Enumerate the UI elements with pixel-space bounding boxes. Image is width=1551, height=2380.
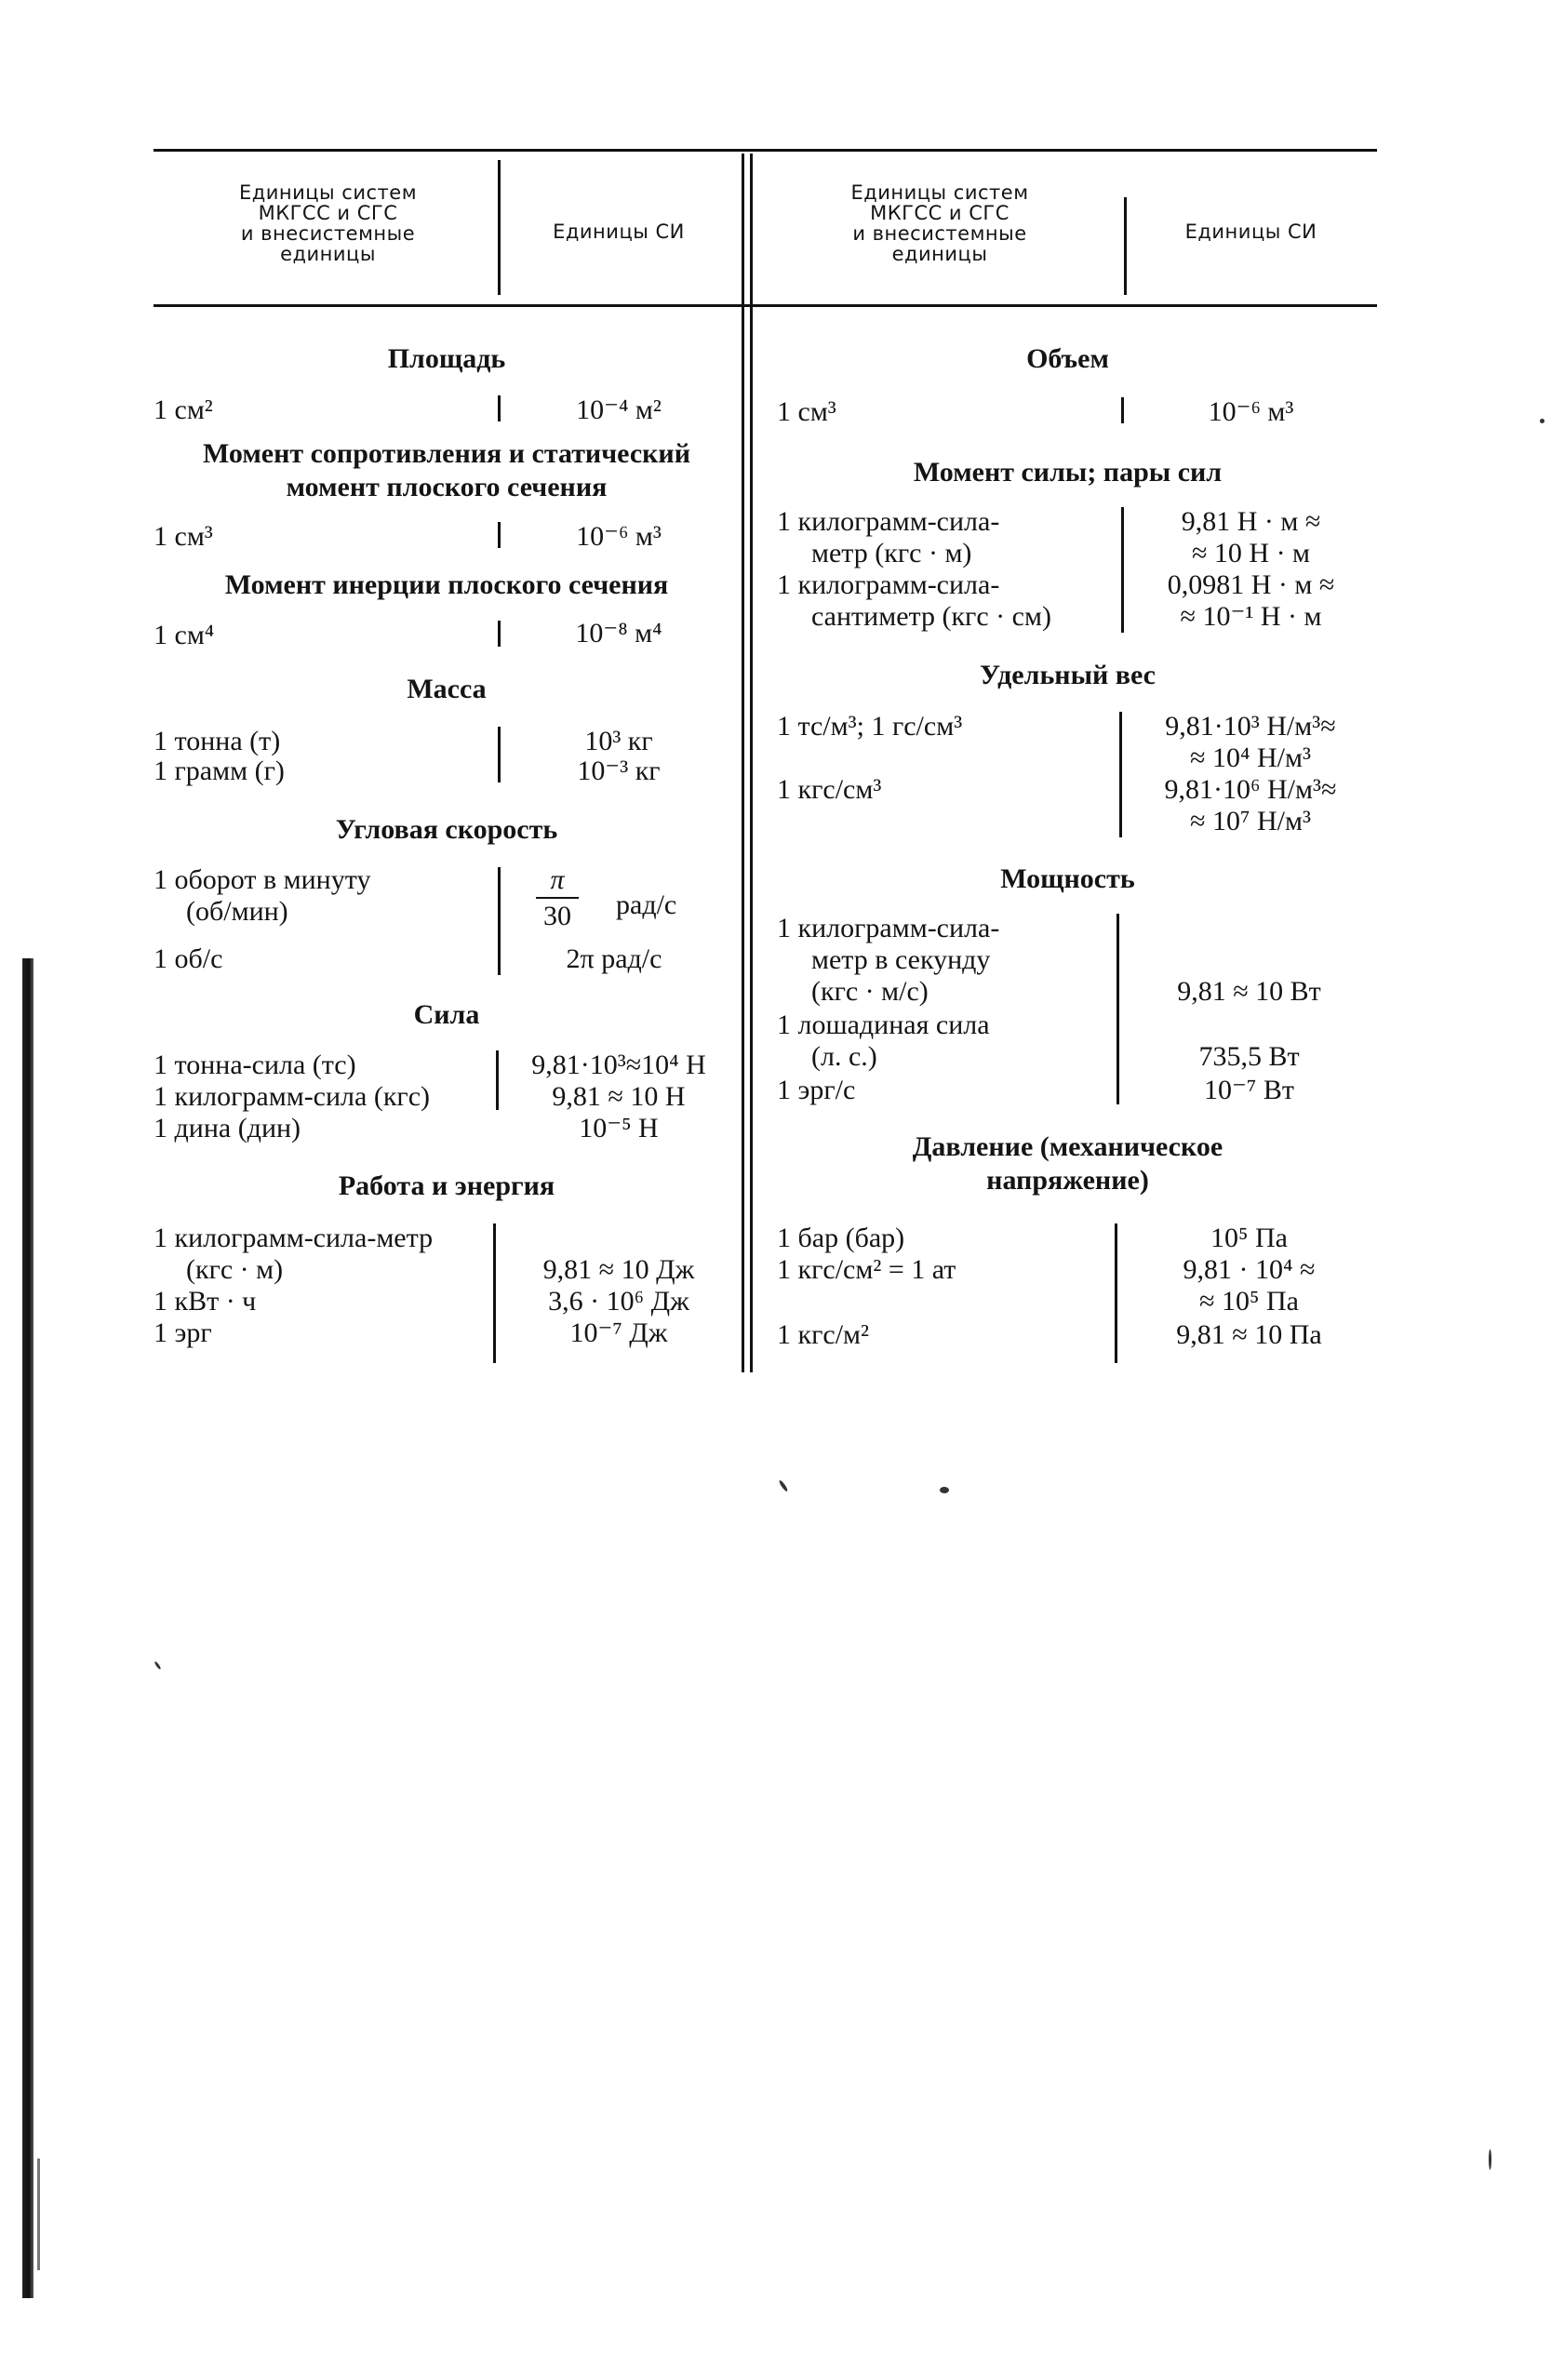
unit-label: 1 эрг/с (777, 1075, 856, 1105)
si-value: 10³ кг (584, 726, 653, 756)
unit-label: 1 см³ (777, 396, 836, 427)
si-fraction (536, 865, 579, 930)
unit-label: 1 килограмм-сила (кгс) (154, 1081, 431, 1112)
header-line: Единицы систем (238, 181, 418, 204)
scan-speck (154, 1661, 161, 1670)
si-value: 3,6 · 10⁶ Дж (548, 1286, 689, 1317)
header-right-units (758, 182, 1121, 264)
header-divider-left (498, 160, 501, 295)
cell-divider (498, 867, 501, 975)
unit-label: метр (кгс · м) (811, 538, 972, 568)
fraction-numerator: π (550, 864, 565, 895)
header-left-si (502, 221, 735, 242)
unit-label: 1 см⁴ (154, 620, 215, 650)
center-double-rule-b (750, 154, 753, 1372)
header-line: и внесистемные (240, 222, 416, 245)
unit-label: 1 кгс/м² (777, 1319, 870, 1350)
si-value: 9,81 ≈ 10 Па (1176, 1319, 1322, 1350)
section-title-angular-velocity: Угловая скорость (335, 814, 558, 845)
unit-label: 1 грамм (г) (154, 755, 285, 786)
si-value: 9,81 ≈ 10 Вт (1177, 976, 1321, 1007)
unit-label: 1 тс/м³; 1 гс/см³ (777, 711, 963, 742)
header-right-si (1128, 221, 1374, 242)
cell-divider (1121, 507, 1124, 633)
section-title-line: Давление (механическое (912, 1131, 1223, 1162)
section-title-line: момент плоского сечения (286, 472, 608, 502)
si-value: 10⁻⁸ м⁴ (575, 618, 662, 648)
si-value: 10⁻⁷ Дж (569, 1317, 668, 1348)
unit-label: 1 тонна-сила (тс) (154, 1050, 356, 1080)
header-line: Единицы СИ (1184, 221, 1317, 243)
header-line: и внесистемные (852, 222, 1027, 245)
section-title-specific-weight: Удельный вес (979, 660, 1156, 690)
unit-label: 1 см² (154, 394, 213, 425)
section-title-line: Момент сопротивления и статический (202, 438, 690, 469)
header-divider-right (1124, 197, 1127, 295)
unit-label: 1 килограмм-сила- (777, 506, 1000, 537)
si-value: 10⁻⁷ Вт (1204, 1075, 1294, 1105)
si-value: 0,0981 Н · м ≈ (1167, 569, 1335, 600)
section-title-power: Мощность (1000, 863, 1135, 894)
unit-label: (об/мин) (186, 896, 288, 927)
section-title-moment-inertia: Момент инерции плоского сечения (224, 569, 669, 600)
si-value: 10⁵ Па (1210, 1223, 1288, 1253)
si-value: ≈ 10⁻¹ Н · м (1180, 601, 1322, 632)
binding-shadow-lower (37, 2159, 40, 2270)
header-bottom-rule (154, 304, 1377, 307)
si-value: 735,5 Вт (1198, 1041, 1300, 1072)
cell-divider (498, 621, 501, 647)
unit-label: 1 кгс/см² = 1 ат (777, 1254, 956, 1285)
unit-label: 1 килограмм-сила-метр (154, 1223, 434, 1253)
scan-speck (940, 1487, 949, 1493)
unit-label: 1 кВт · ч (154, 1286, 257, 1317)
unit-label: метр в секунду (811, 944, 991, 975)
si-value: 9,81 ≈ 10 Дж (542, 1254, 695, 1285)
cell-divider (493, 1223, 496, 1363)
header-line: МКГСС и СГС (258, 202, 398, 224)
unit-label: 1 лошадиная сила (777, 1009, 990, 1040)
si-value: ≈ 10⁷ Н/м³ (1190, 806, 1311, 836)
unit-label: 1 кгс/см³ (777, 774, 882, 805)
cell-divider (1116, 914, 1119, 1104)
binding-shadow (22, 958, 33, 2298)
scan-speck (1540, 419, 1544, 423)
si-value: 10⁻⁶ м³ (1208, 396, 1294, 427)
unit-label: 1 эрг (154, 1317, 212, 1348)
unit-label: 1 килограмм-сила- (777, 913, 1000, 943)
fraction-denominator: 30 (543, 901, 571, 931)
section-title-pressure (758, 1130, 1377, 1197)
si-value: ≈ 10⁵ Па (1199, 1286, 1299, 1317)
section-title-area: Площадь (387, 343, 506, 374)
header-line: единицы (891, 243, 988, 265)
unit-label: 1 дина (дин) (154, 1113, 301, 1143)
unit-label: (кгс · м/с) (811, 976, 929, 1007)
unit-label: 1 об/с (154, 943, 223, 974)
unit-label: 1 оборот в минуту (154, 864, 371, 895)
cell-divider (498, 395, 501, 421)
header-line: Единицы СИ (553, 221, 685, 243)
si-value: 2π рад/с (566, 943, 662, 974)
si-value: 9,81·10³≈10⁴ Н (531, 1050, 706, 1080)
si-value: ≈ 10⁴ Н/м³ (1190, 742, 1311, 773)
unit-label: сантиметр (кгс · см) (811, 601, 1051, 632)
section-title-moment-force: Момент силы; пары сил (913, 457, 1223, 488)
si-value: 10⁻⁵ Н (579, 1113, 659, 1143)
si-unit: рад/с (616, 889, 677, 920)
header-line: единицы (280, 243, 376, 265)
unit-label: (л. с.) (811, 1041, 877, 1072)
cell-divider (498, 727, 501, 782)
section-title-work-energy: Работа и энергия (338, 1170, 555, 1201)
section-title-moment-resistance (158, 437, 735, 504)
si-value: 10⁻³ кг (577, 755, 661, 786)
header-line: МКГСС и СГС (870, 202, 1009, 224)
fraction-bar (536, 897, 579, 899)
si-value: 9,81 · 10⁴ ≈ (1183, 1254, 1316, 1285)
si-value: 9,81 Н · м ≈ (1181, 506, 1321, 537)
unit-label: (кгс · м) (186, 1254, 284, 1285)
si-value: 10⁻⁶ м³ (576, 521, 662, 552)
section-title-force: Сила (413, 999, 480, 1030)
si-value: 9,81·10⁶ Н/м³≈ (1164, 774, 1337, 805)
unit-label: 1 тонна (т) (154, 726, 281, 756)
unit-label: 1 бар (бар) (777, 1223, 905, 1253)
scan-speck (1489, 2149, 1491, 2170)
si-value: ≈ 10 Н · м (1191, 538, 1311, 568)
si-value: 10⁻⁴ м² (576, 394, 662, 425)
cell-divider (1121, 397, 1124, 423)
si-value: 9,81·10³ Н/м³≈ (1165, 711, 1336, 742)
scan-speck (778, 1479, 788, 1492)
unit-label: 1 килограмм-сила- (777, 569, 1000, 600)
section-title-line: напряжение) (986, 1165, 1149, 1196)
header-left-units (163, 182, 493, 264)
center-double-rule-a (742, 154, 744, 1372)
table-top-rule (154, 149, 1377, 152)
section-title-volume: Объем (1026, 343, 1109, 374)
unit-label: 1 см³ (154, 521, 213, 552)
header-line: Единицы систем (850, 181, 1029, 204)
section-title-mass: Масса (407, 674, 487, 704)
cell-divider (1115, 1223, 1117, 1363)
cell-divider (498, 522, 501, 548)
si-value: 9,81 ≈ 10 Н (552, 1081, 686, 1112)
cell-divider (1119, 712, 1122, 837)
